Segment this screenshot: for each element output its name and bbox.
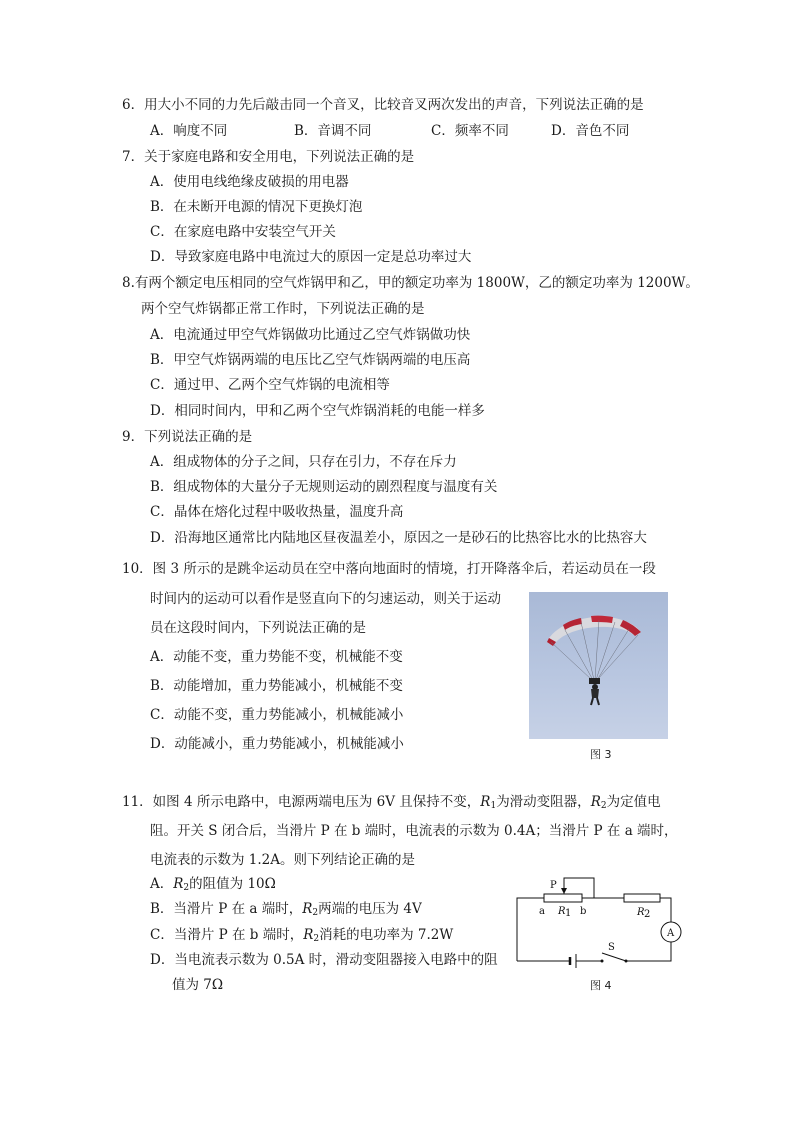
q11-stem-line1: 11．如图 4 所示电路中，电源两端电压为 6V 且保持不变，$R_1$为滑动变阻器，$R_2$为定值电 (122, 794, 661, 811)
q6-option-b: B．音调不同 (294, 123, 372, 139)
q9-option-b: B．组成物体的大量分子无规则运动的剧烈程度与温度有关 (150, 479, 498, 495)
q11-option-d-line2: 值为 7Ω (172, 977, 224, 993)
r2-sub: 2 (644, 909, 651, 920)
q11-stem-line3: 电流表的示数为 1.2A。则下列结论正确的是 (150, 852, 416, 868)
q6-option-c: C．频率不同 (431, 123, 509, 139)
q6-stem: 6．用大小不同的力先后敲击同一个音叉，比较音叉两次发出的声音，下列说法正确的是 (122, 97, 644, 113)
r2-label: R (637, 907, 645, 918)
switch-label: S (608, 942, 615, 953)
q10-stem-line2: 时间内的运动可以看作是竖直向下的匀速运动，则关于运动 (150, 591, 501, 607)
q9-stem: 9．下列说法正确的是 (122, 429, 253, 445)
q9-option-d: D．沿海地区通常比内陆地区昼夜温差小，原因之一是砂石的比热容比水的比热容大 (150, 530, 647, 546)
q8-option-d: D．相同时间内，甲和乙两个空气炸锅消耗的电能一样多 (150, 403, 485, 419)
q9-option-a: A．组成物体的分子之间，只存在引力，不存在斥力 (150, 454, 457, 470)
q8-option-b: B．甲空气炸锅两端的电压比乙空气炸锅两端的电压高 (150, 352, 471, 368)
q7-option-c: C．在家庭电路中安装空气开关 (150, 224, 336, 240)
parachute-photo (529, 592, 668, 739)
slider-label: P (550, 880, 557, 891)
q6-option-a: A．响度不同 (150, 123, 228, 139)
q8-option-c: C．通过甲、乙两个空气炸锅的电流相等 (150, 377, 390, 393)
q8-option-a: A．电流通过甲空气炸锅做功比通过乙空气炸锅做功快 (150, 327, 471, 343)
end-a-label: a (539, 906, 545, 917)
slider-arrow-icon (561, 888, 567, 894)
r1-label: R (558, 906, 566, 917)
q6-options (0, 122, 794, 140)
q9-option-c: C．晶体在熔化过程中吸收热量，温度升高 (150, 504, 404, 520)
q7-option-b: B．在未断开电源的情况下更换灯泡 (150, 199, 363, 215)
q7-option-d: D．导致家庭电路中电流过大的原因一定是总功率过大 (150, 249, 472, 265)
q7-option-a: A．使用电线绝缘皮破损的用电器 (150, 174, 349, 190)
q11-option-b: B．当滑片 P 在 a 端时，$R_2$两端的电压为 4V (150, 901, 422, 918)
q6-option-d: D．音色不同 (551, 123, 630, 139)
q7-stem: 7．关于家庭电路和安全用电，下列说法正确的是 (122, 149, 415, 165)
q10-option-b: B．动能增加，重力势能减小，机械能不变 (150, 678, 403, 694)
circuit-diagram (506, 868, 692, 978)
q8-stem-line1: 8.有两个额定电压相同的空气炸锅甲和乙，甲的额定功率为 1800W，乙的额定功率为 1200W。 (122, 275, 699, 291)
q10-stem-line3: 员在这段时间内，下列说法正确的是 (150, 620, 366, 636)
q11-option-d-line1: D．当电流表示数为 0.5A 时，滑动变阻器接入电路中的阻 (150, 952, 498, 968)
q11-stem-line2: 阻。开关 S 闭合后，当滑片 P 在 b 端时，电流表的示数为 0.4A；当滑片 P 在 a 端时， (150, 823, 678, 839)
q10-stem-line1: 10．图 3 所示的是跳伞运动员在空中落向地面时的情境，打开降落伞后，若运动员在一段 (122, 561, 656, 577)
end-b-label: b (580, 906, 587, 917)
q10-option-c: C．动能不变，重力势能减小，机械能减小 (150, 707, 404, 723)
q10-option-d: D．动能减小，重力势能减小，机械能减小 (150, 736, 404, 752)
figure-4-caption: 图 4 (590, 979, 612, 992)
figure-3-caption: 图 3 (590, 748, 612, 761)
q10-option-a: A．动能不变，重力势能不变，机械能不变 (150, 649, 403, 665)
ammeter-label: A (667, 928, 675, 939)
q11-option-a: A．$R_2$的阻值为 10Ω (150, 876, 276, 893)
q11-option-c: C．当滑片 P 在 b 端时，$R_2$消耗的电功率为 7.2W (150, 927, 454, 944)
r1-sub: 1 (565, 908, 572, 919)
parachutist-icon (529, 592, 668, 739)
q8-stem-line2: 两个空气炸锅都正常工作时，下列说法正确的是 (141, 301, 425, 317)
